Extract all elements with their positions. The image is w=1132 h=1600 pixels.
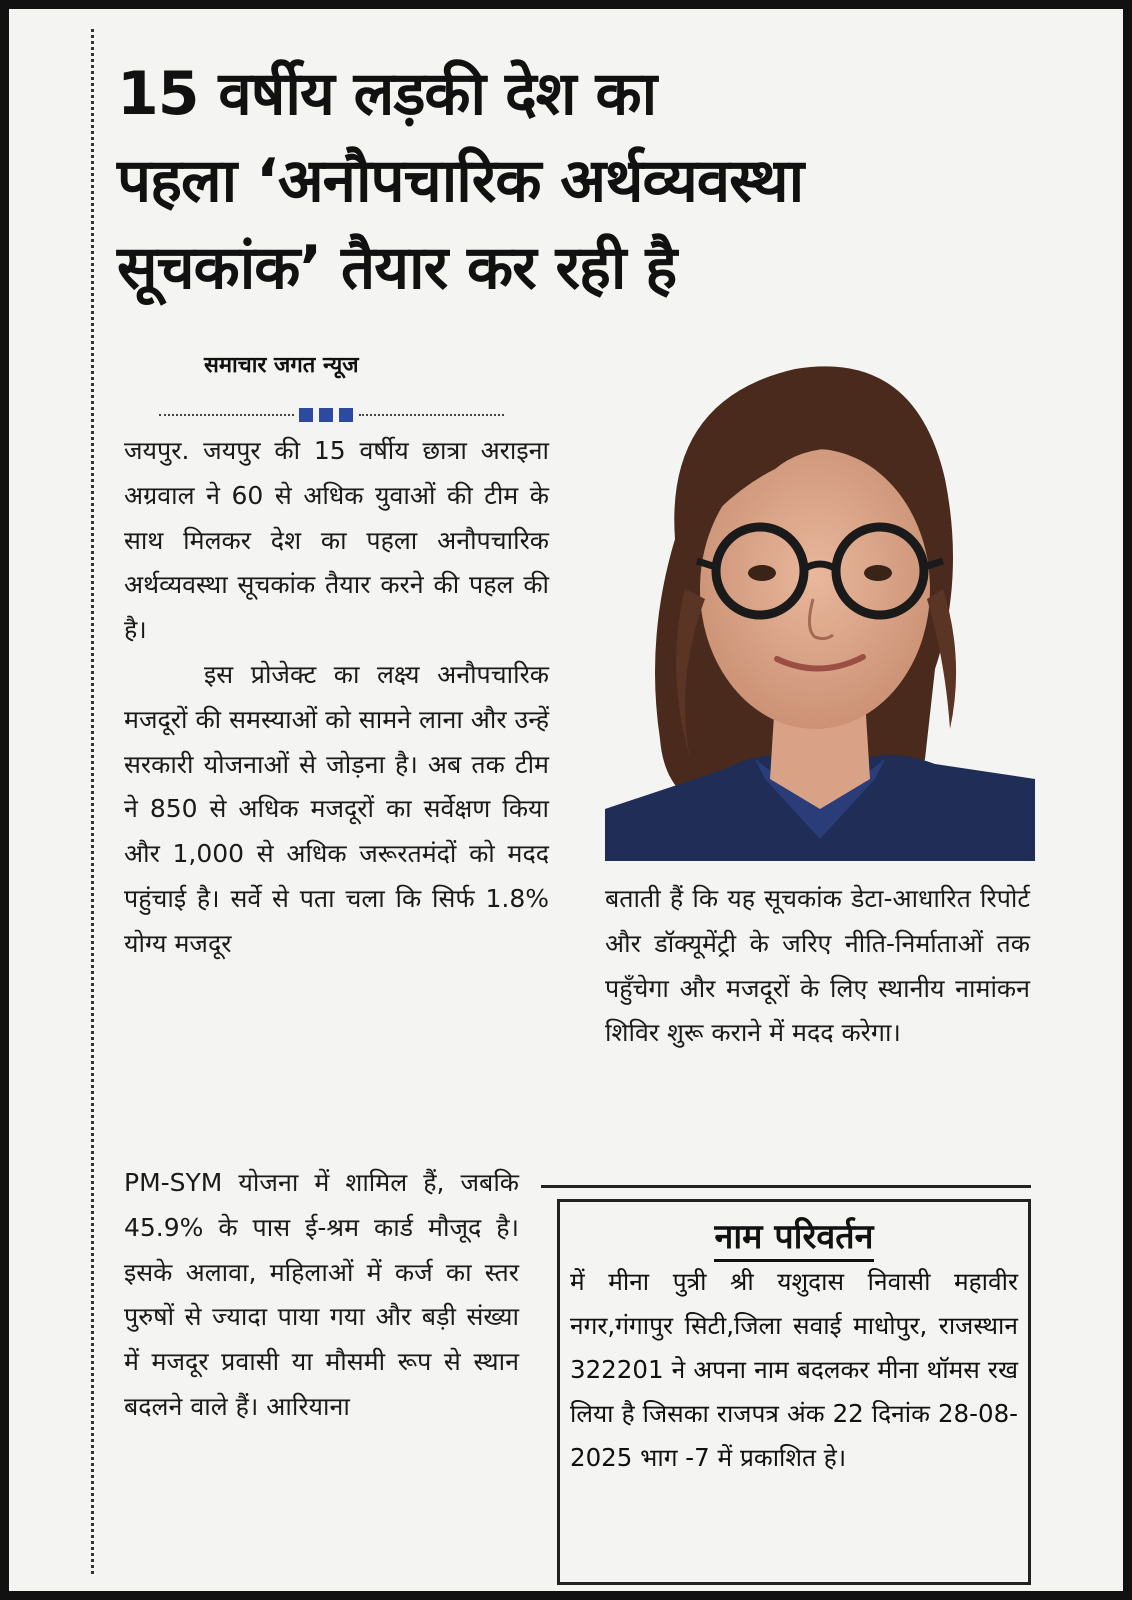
notice-title: नाम परिवर्तन <box>560 1212 1028 1258</box>
byline: समाचार जगत न्यूज <box>204 353 359 378</box>
article-column-1 <box>124 429 549 967</box>
student-portrait-photo <box>605 339 1035 861</box>
article-column-1-continued <box>124 1161 519 1430</box>
article-paragraph-1: जयपुर. जयपुर की 15 वर्षीय छात्रा अराइना अग्रवाल ने 60 से अधिक युवाओं की टीम के साथ मिलकर देश का पहला अनौपचारिक अर्थव्यवस्था सूचकांक तैयार करने की पहल की है। <box>124 436 549 645</box>
notice-body: में मीना पुत्री श्री यशुदास निवासी महावीर नगर,गंगापुर सिटी,जिला सवाई माधोपुर, राजस्थान 322201 ने अपना नाम बदलकर मीना थॉमस रख लिया है जिसका राजपत्र अंक 22 दिनांक 28-08-2025 भाग -7 में प्रकाशित हे। <box>570 1267 1018 1472</box>
article-paragraph-2-final: बताती हैं कि यह सूचकांक डेटा-आधारित रिपोर्ट और डॉक्यूमेंट्री के जरिए नीति-निर्माताओं तक पहुँचेगा और मजदूरों के लिए स्थानीय नामांकन शिविर शुरू कराने में मदद करेगा। <box>605 884 1030 1048</box>
headline <box>117 51 1107 312</box>
headline-line-1: 15 वर्षीय लड़की देश का <box>117 59 657 129</box>
headline-line-3: सूचकांक’ तैयार कर रही है <box>117 233 677 303</box>
notice-frame-rule <box>541 1185 1031 1188</box>
headline-line-2: पहला ‘अनौपचारिक अर्थव्यवस्था <box>117 146 804 216</box>
article-column-2 <box>605 877 1030 1056</box>
name-change-notice <box>557 1199 1031 1585</box>
byline-divider <box>159 405 504 425</box>
left-dotted-rule <box>91 29 94 1574</box>
newspaper-clipping <box>9 9 1123 1591</box>
article-paragraph-2: इस प्रोजेक्ट का लक्ष्य अनौपचारिक मजदूरों की समस्याओं को सामने लाना और उन्हें सरकारी योजनाओं से जोड़ना है। अब तक टीम ने 850 से अधिक मजदूरों का सर्वेक्षण किया और 1,000 से अधिक जरूरतमंदों को मदद पहुंचाई है। सर्वे से पता चला कि सिर्फ 1.8% योग्य मजदूर <box>124 659 549 958</box>
article-paragraph-2-continued: PM-SYM योजना में शामिल हैं, जबकि 45.9% के पास ई-श्रम कार्ड मौजूद है। इसके अलावा, महिलाओं में कर्ज का स्तर पुरुषों से ज्यादा पाया गया और बड़ी संख्या में मजदूर प्रवासी या मौसमी रूप से स्थान बदलने वाले हैं। आरियाना <box>124 1168 519 1421</box>
